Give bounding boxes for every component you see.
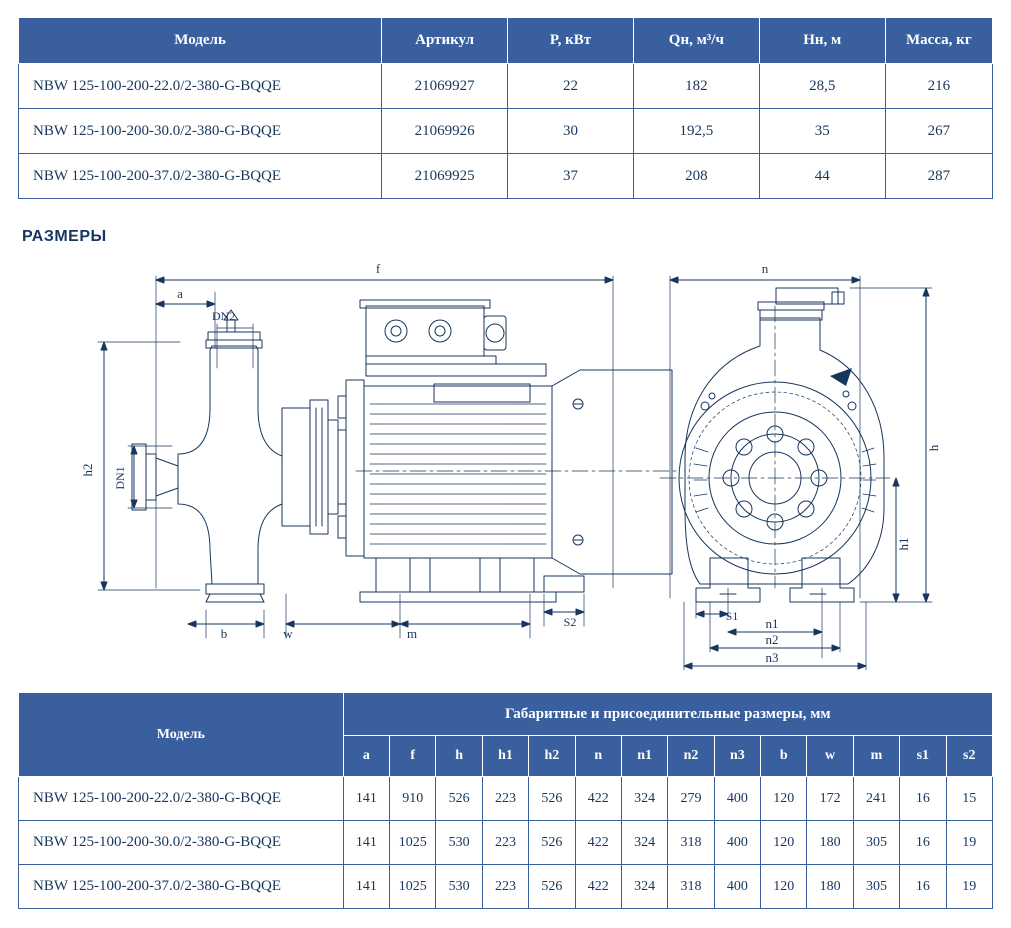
performance-table xyxy=(18,17,993,199)
cell-n2: 279 xyxy=(668,777,714,821)
table-row xyxy=(19,777,993,821)
column-header-h1: h1 xyxy=(482,736,528,777)
cell-model: NBW 125-100-200-22.0/2-380-G-BQQE xyxy=(19,64,382,109)
cell-article: 21069925 xyxy=(382,154,508,199)
dim-label-m: m xyxy=(406,626,418,641)
column-header-f: f xyxy=(390,736,436,777)
cell-power: 22 xyxy=(508,64,634,109)
cell-m: 241 xyxy=(853,777,899,821)
cell-m: 305 xyxy=(853,821,899,865)
table-row xyxy=(19,821,993,865)
column-header-n1: n1 xyxy=(621,736,667,777)
dimensions-table xyxy=(18,692,993,909)
column-header-m: m xyxy=(853,736,899,777)
cell-model: NBW 125-100-200-22.0/2-380-G-BQQE xyxy=(19,777,344,821)
column-header-w: w xyxy=(807,736,853,777)
cell-s1: 16 xyxy=(900,821,946,865)
cell-n3: 400 xyxy=(714,865,760,909)
column-header-n: n xyxy=(575,736,621,777)
cell-b: 120 xyxy=(761,865,807,909)
column-header-model: Модель xyxy=(19,18,382,64)
cell-model: NBW 125-100-200-30.0/2-380-G-BQQE xyxy=(19,821,344,865)
cell-model: NBW 125-100-200-37.0/2-380-G-BQQE xyxy=(19,865,344,909)
column-header-h: h xyxy=(436,736,482,777)
cell-h: 530 xyxy=(436,821,482,865)
cell-h1: 223 xyxy=(482,821,528,865)
cell-s2: 15 xyxy=(946,777,992,821)
cell-head: 28,5 xyxy=(759,64,885,109)
dim-label-a: a xyxy=(177,286,183,301)
cell-h1: 223 xyxy=(482,865,528,909)
cell-h2: 526 xyxy=(529,777,575,821)
cell-flow: 208 xyxy=(633,154,759,199)
cell-n2: 318 xyxy=(668,821,714,865)
column-header-model: Модель xyxy=(19,693,344,777)
column-header-b: b xyxy=(761,736,807,777)
cell-h2: 526 xyxy=(529,865,575,909)
dim-label-w: w xyxy=(283,626,293,641)
drawing-svg xyxy=(60,258,960,678)
cell-m: 305 xyxy=(853,865,899,909)
cell-n3: 400 xyxy=(714,777,760,821)
dim-label-h2: h2 xyxy=(80,463,95,477)
table-row xyxy=(19,109,993,154)
dim-label-f: f xyxy=(375,261,381,276)
dim-label-n1: n1 xyxy=(765,616,779,631)
cell-f: 910 xyxy=(390,777,436,821)
cell-s2: 19 xyxy=(946,821,992,865)
cell-mass: 267 xyxy=(885,109,992,154)
column-header-power: P, кВт xyxy=(508,18,634,64)
column-header-h2: h2 xyxy=(529,736,575,777)
cell-n1: 324 xyxy=(621,821,667,865)
dim-label-n: n xyxy=(761,261,769,276)
cell-model: NBW 125-100-200-30.0/2-380-G-BQQE xyxy=(19,109,382,154)
column-header-flow: Qн, м³/ч xyxy=(633,18,759,64)
cell-a: 141 xyxy=(343,777,389,821)
cell-flow: 192,5 xyxy=(633,109,759,154)
column-header-s2: s2 xyxy=(946,736,992,777)
table-row xyxy=(19,865,993,909)
cell-n: 422 xyxy=(575,821,621,865)
cell-power: 30 xyxy=(508,109,634,154)
cell-n1: 324 xyxy=(621,777,667,821)
cell-w: 180 xyxy=(807,821,853,865)
table-row xyxy=(19,154,993,199)
dim-label-h1: h1 xyxy=(896,537,911,551)
column-header-n2: n2 xyxy=(668,736,714,777)
column-group-header-dimensions: Габаритные и присоединительные размеры, мм xyxy=(343,693,992,736)
cell-b: 120 xyxy=(761,821,807,865)
cell-b: 120 xyxy=(761,777,807,821)
cell-model: NBW 125-100-200-37.0/2-380-G-BQQE xyxy=(19,154,382,199)
column-header-mass: Масса, кг xyxy=(885,18,992,64)
cell-n2: 318 xyxy=(668,865,714,909)
cell-power: 37 xyxy=(508,154,634,199)
table-header-row xyxy=(19,18,993,64)
cell-s1: 16 xyxy=(900,865,946,909)
cell-n: 422 xyxy=(575,777,621,821)
cell-s1: 16 xyxy=(900,777,946,821)
cell-f: 1025 xyxy=(390,865,436,909)
dim-label-n3: n3 xyxy=(765,650,779,665)
cell-flow: 182 xyxy=(633,64,759,109)
cell-w: 172 xyxy=(807,777,853,821)
column-header-s1: s1 xyxy=(900,736,946,777)
cell-head: 44 xyxy=(759,154,885,199)
dim-label-dn1: DN1 xyxy=(113,466,127,490)
cell-s2: 19 xyxy=(946,865,992,909)
cell-n1: 324 xyxy=(621,865,667,909)
cell-h: 530 xyxy=(436,865,482,909)
cell-mass: 216 xyxy=(885,64,992,109)
pump-dimension-drawing xyxy=(60,258,960,678)
dim-label-n2: n2 xyxy=(765,632,779,647)
table-row xyxy=(19,64,993,109)
cell-n3: 400 xyxy=(714,821,760,865)
cell-f: 1025 xyxy=(390,821,436,865)
dim-label-h: h xyxy=(926,444,941,452)
cell-mass: 287 xyxy=(885,154,992,199)
cell-article: 21069927 xyxy=(382,64,508,109)
column-header-head: Hн, м xyxy=(759,18,885,64)
cell-a: 141 xyxy=(343,865,389,909)
cell-head: 35 xyxy=(759,109,885,154)
column-header-a: a xyxy=(343,736,389,777)
cell-article: 21069926 xyxy=(382,109,508,154)
column-header-n3: n3 xyxy=(714,736,760,777)
dimensions-group-header-row xyxy=(19,693,993,736)
cell-h2: 526 xyxy=(529,821,575,865)
column-header-article: Артикул xyxy=(382,18,508,64)
cell-w: 180 xyxy=(807,865,853,909)
dim-label-s2: S2 xyxy=(563,615,577,629)
page-title: РАЗМЕРЫ xyxy=(22,228,107,245)
cell-n: 422 xyxy=(575,865,621,909)
dim-label-b: b xyxy=(220,626,228,641)
cell-h: 526 xyxy=(436,777,482,821)
cell-a: 141 xyxy=(343,821,389,865)
dim-label-s1: S1 xyxy=(725,609,739,623)
cell-h1: 223 xyxy=(482,777,528,821)
dim-label-dn2: DN2 xyxy=(212,309,236,323)
